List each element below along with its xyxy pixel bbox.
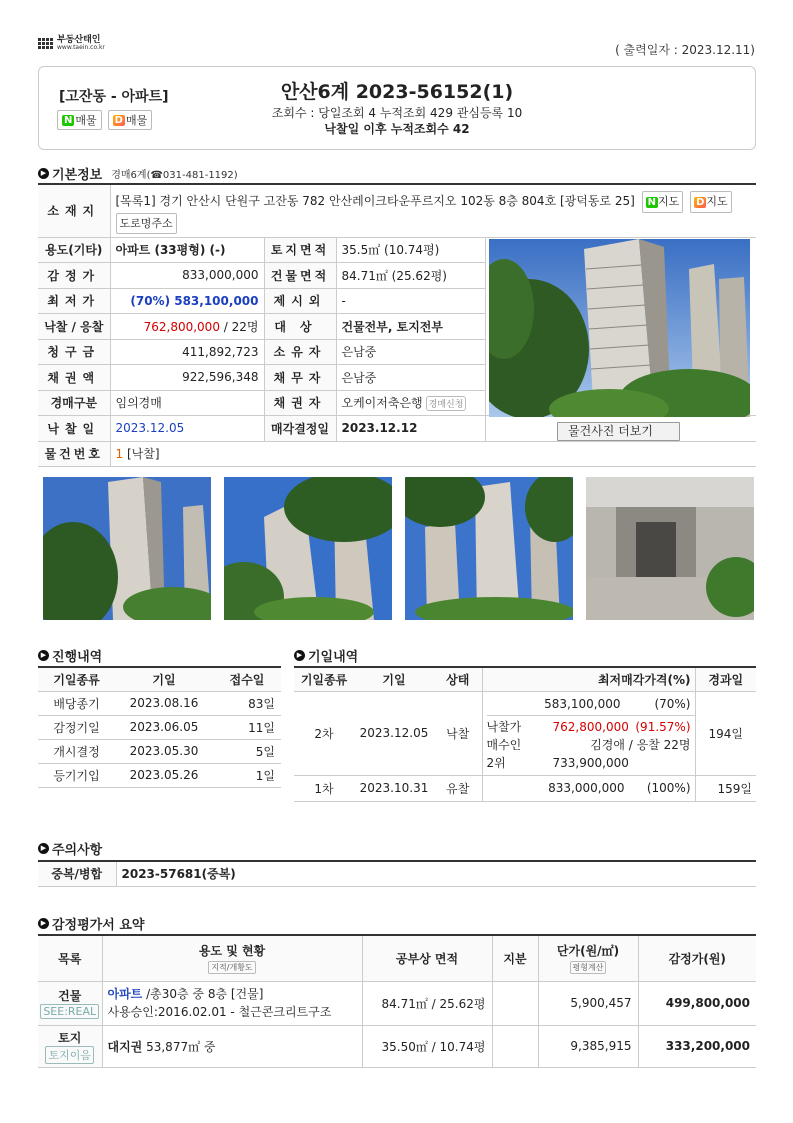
min-price-value: (70%) 583,100,000: [110, 288, 264, 314]
item-number-label: 물건번호: [38, 441, 110, 467]
arrow-circle-icon: ▶: [38, 650, 49, 661]
site-logo: [38, 36, 105, 51]
schedule-table: [294, 666, 756, 802]
view-after-bid: 낙찰일 이후 누적조회수 42: [324, 122, 470, 136]
schedule-header: 경과일: [695, 667, 756, 691]
building-area-label: 건물면적: [264, 263, 336, 289]
target-value: 건물전부, 토지전부: [336, 314, 485, 340]
logo-grid-icon: [38, 38, 53, 49]
appraisal-header: 감정가(원): [638, 935, 756, 981]
more-photos-button[interactable]: 물건사진 더보기: [557, 422, 680, 441]
land-area-value: 35.5㎡ (10.74평): [336, 237, 485, 263]
min-price-label: 최저가: [38, 288, 110, 314]
print-date: ( 출력일자 : 2023.12.11): [615, 43, 755, 57]
table-row: 토지 토지이음 대지권 53,877㎡ 중 35.50㎡ / 10.74평 9,385,915 333,200,000: [38, 1025, 756, 1067]
caution-label: 중복/병합: [38, 861, 116, 886]
claim-value: 411,892,723: [110, 339, 264, 365]
progress-header: 기일종류: [38, 667, 115, 691]
auction-request-badge[interactable]: 경매신청: [426, 396, 467, 411]
table-row: 2차 2023.12.05 낙찰 583,100,000 (70%) 낙찰가 762,800,000 (91.57%) 매수인 김경애 / 응찰 22명 2위 733,900,000 194일: [294, 691, 756, 775]
daum-map-button[interactable]: D 지도: [690, 191, 732, 213]
progress-header: 기일: [115, 667, 213, 691]
owner-label: 소유자: [264, 339, 336, 365]
land-eum-button[interactable]: 토지이음: [45, 1046, 94, 1064]
caution-table: [38, 860, 756, 887]
arrow-circle-icon: ▶: [294, 650, 305, 661]
case-header: [38, 66, 756, 150]
debtor-value: 은남중: [336, 365, 485, 391]
section-progress-title: ▶ 진행내역: [38, 646, 102, 665]
naver-listing-button[interactable]: N 매물: [57, 110, 102, 130]
schedule-header: 최저매각가격(%): [482, 667, 695, 691]
schedule-header: 기일종류: [294, 667, 354, 691]
photo-strip: [43, 477, 754, 620]
target-label: 대상: [264, 314, 336, 340]
view-stats: 조회수 : 당일조회 4 누적조회 429 관심등록 10: [271, 106, 523, 120]
court-contact: 경매6계(☎031-481-1192): [111, 170, 238, 181]
section-appraisal-title: ▶ 감정평가서 요약: [38, 914, 144, 933]
appraisal-header: 단가(원/㎡) 평형계산: [538, 935, 638, 981]
property-photo-2[interactable]: [224, 477, 392, 620]
debt-value: 922,596,348: [110, 365, 264, 391]
road-address-button[interactable]: 도로명주소: [116, 213, 177, 234]
naver-icon: N: [64, 114, 73, 126]
creditor-label: 채권자: [264, 390, 336, 416]
section-caution-title: ▶ 주의사항: [38, 839, 102, 858]
table-row: 배당종기 2023.08.16 83일: [38, 691, 281, 715]
appraisal-table: [38, 934, 756, 1068]
appraisal-header: 공부상 면적: [362, 935, 492, 981]
pyeong-calc-button[interactable]: 평형계산: [570, 961, 607, 974]
debtor-label: 채무자: [264, 365, 336, 391]
progress-table: [38, 666, 281, 788]
section-basic-title: ▶ 기본정보 경매6계(☎031-481-1192): [38, 164, 238, 183]
address-value: [목록1] 경기 안산시 단원구 고잔동 782 안산레이크타운푸르지오 102동 8층 804호 [광덕동로 25]: [115, 193, 635, 208]
use-label: 용도(기타): [38, 237, 110, 263]
property-photo-1[interactable]: [43, 477, 211, 620]
table-row: 등기기입 2023.05.26 1일: [38, 763, 281, 787]
decision-date-label: 매각결정일: [264, 416, 336, 442]
table-row: 1차 2023.10.31 유찰 833,000,000 (100%) 159일: [294, 775, 756, 801]
decision-date-value: 2023.12.12: [336, 416, 485, 442]
appraisal-header: 용도 및 현황 지적/개황도: [102, 935, 362, 981]
debt-label: 채권액: [38, 365, 110, 391]
logo-name: 부동산태인: [57, 35, 101, 45]
daum-icon: D: [114, 114, 123, 126]
caution-value: 2023-57681(중복): [116, 861, 756, 886]
table-row: 건물 SEE:REAL 아파트 /총30층 중 8층 [건물] 사용승인:2016.02.01 - 철근콘크리트구조 84.71㎡ / 25.62평 5,900,457 499,800,000: [38, 981, 756, 1025]
claim-label: 청구금: [38, 339, 110, 365]
property-main-photo[interactable]: [489, 239, 750, 417]
win-date-label: 낙찰일: [38, 416, 110, 442]
case-title: 안산6계 2023-56152(1): [280, 81, 514, 103]
owner-value: 은남중: [336, 339, 485, 365]
section-schedule-title: ▶ 기일내역: [294, 646, 358, 665]
appraisal-header: 지분: [492, 935, 538, 981]
schedule-header: 상태: [434, 667, 482, 691]
auction-type-value: 임의경매: [110, 390, 264, 416]
address-label: 소재지: [38, 185, 110, 237]
winning-bid-value: 762,800,000 / 22명: [110, 314, 264, 340]
auction-type-label: 경매구분: [38, 390, 110, 416]
win-date-value: 2023.12.05: [110, 416, 264, 442]
schedule-header: 기일: [354, 667, 434, 691]
logo-url: www.taein.co.kr: [57, 44, 105, 51]
building-area-value: 84.71㎡ (25.62평): [336, 263, 485, 289]
arrow-circle-icon: ▶: [38, 843, 49, 854]
land-area-label: 토지면적: [264, 237, 336, 263]
appraisal-value: 833,000,000: [110, 263, 264, 289]
appraisal-label: 감정가: [38, 263, 110, 289]
table-row: 감정기일 2023.06.05 11일: [38, 715, 281, 739]
region-label: [고잔동 - 아파트]: [59, 89, 169, 105]
arrow-circle-icon: ▶: [38, 918, 49, 929]
table-row: 개시결정 2023.05.30 5일: [38, 739, 281, 763]
property-photo-3[interactable]: [405, 477, 573, 620]
item-number-value: 1 [낙찰]: [110, 441, 756, 467]
excluded-value: -: [336, 288, 485, 314]
creditor-value: 오케이저축은행 경매신청: [336, 390, 485, 416]
daum-listing-button[interactable]: D 매물: [108, 110, 153, 130]
property-photo-4[interactable]: [586, 477, 754, 620]
cadastral-map-button[interactable]: 지적/개황도: [208, 961, 255, 974]
winning-bid-label: 낙찰 / 응찰: [38, 314, 110, 340]
daum-icon: D: [696, 196, 705, 208]
use-value: 아파트 (33평형) (-): [110, 237, 264, 263]
progress-header: 접수일: [213, 667, 281, 691]
naver-icon: N: [647, 196, 656, 208]
arrow-circle-icon: ▶: [38, 168, 49, 179]
seereal-button[interactable]: SEE:REAL: [40, 1004, 99, 1019]
naver-map-button[interactable]: N 지도: [642, 191, 684, 213]
appraisal-header: 목록: [38, 935, 102, 981]
excluded-label: 제시외: [264, 288, 336, 314]
